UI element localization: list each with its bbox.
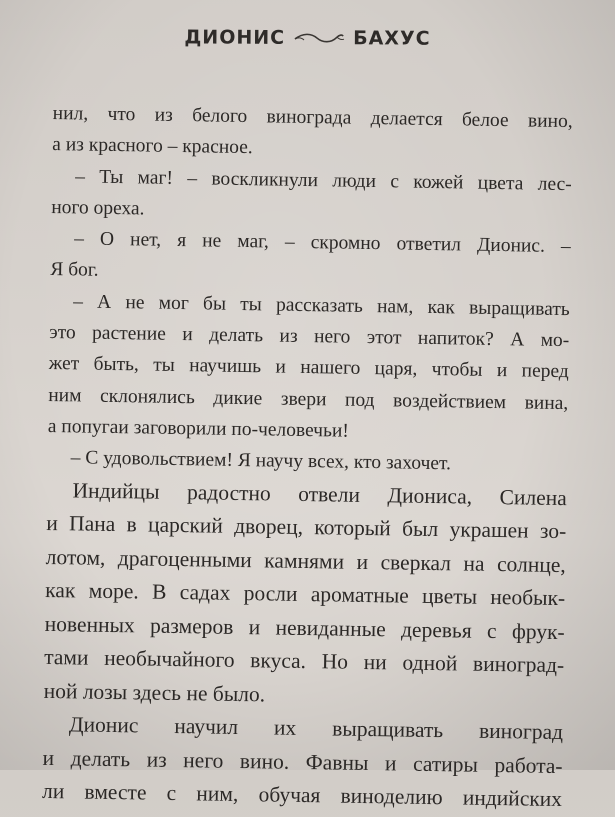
text-line: а попугаи заговорили по-человечьи! <box>47 415 350 442</box>
text-line: лотом, драгоценными камнями и сверкал на солнце, <box>45 544 566 577</box>
text-line: а из красного – красное. <box>52 134 253 159</box>
text-line: Я бог. <box>50 259 99 282</box>
text-line: ной лозы здесь не было. <box>43 678 266 706</box>
body-text <box>42 98 573 817</box>
text-line: Индийцы радостно отвели Диониса, Силена <box>72 477 567 510</box>
header-left-title: ДИОНИС <box>184 26 286 49</box>
text-line: новенных размеров и невиданные деревья с фрук- <box>44 611 565 644</box>
text-line: Дионис научил их выращивать виноград <box>68 712 564 745</box>
text-line: это растение и делать из него этот напиток? А мо- <box>49 322 570 352</box>
running-header <box>0 16 615 59</box>
text-line: – О нет, я не маг, – скромно ответил Дионис. – <box>74 228 571 258</box>
header-right-title: БАХУС <box>353 27 431 50</box>
text-line: тами необычайного вкуса. Но ни одной виноград- <box>44 644 565 678</box>
text-line: – А не мог бы ты рассказать нам, как выращивать <box>73 291 570 320</box>
text-line: жет быть, ты научишь и нашего царя, чтобы и перед <box>48 353 569 383</box>
text-line: – Ты маг! – воскликнули люди с кожей цвета лес- <box>74 165 572 195</box>
text-line: – С удовольствием! Я научу всех, кто захочет. <box>70 447 452 475</box>
text-line: как море. В садах росли ароматные цветы необык- <box>45 578 566 611</box>
text-line: нил, что из белого винограда делается белое вино, <box>52 102 573 133</box>
text-line: ли вместе с ним, обучая виноделию индийских <box>41 778 563 812</box>
swash-ornament-icon <box>293 30 345 46</box>
text-line: ним склонялись дикие звери под воздействием вина, <box>48 384 569 414</box>
text-line: и делать из него вино. Фавны и сатиры работа- <box>42 745 563 778</box>
text-line: и Пана в царский дворец, который был украшен зо- <box>46 511 567 544</box>
text-line: ного ореха. <box>51 196 145 220</box>
